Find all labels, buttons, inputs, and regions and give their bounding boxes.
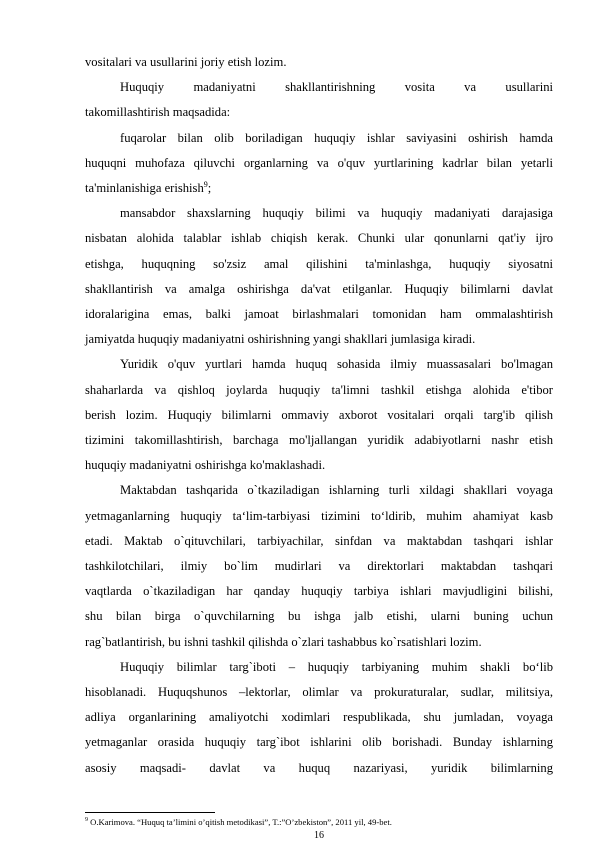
text-line [85, 533, 553, 549]
footnote-separator [85, 812, 215, 813]
line-text: Huquqiy bilimlar targ`iboti – huquqiy tarbiyaning muhim shakli bo‘lib [120, 659, 553, 674]
footnote-text: O.Karimova. “Huquq ta’limini o’qitish metodikasi”, T.:”O’zbekiston”, 2011 yil, 49-bet. [88, 817, 392, 827]
text-line [85, 54, 553, 70]
text-line [85, 331, 553, 347]
text-line [85, 407, 553, 423]
text-line [120, 79, 553, 95]
line-text: fuqarolar bilan olib boriladigan huquqiy ishlar saviyasini oshirish hamda [120, 130, 553, 145]
text-line [120, 356, 553, 372]
line-text: vaqtlarda o`tkaziladigan har qanday huquqiy tarbiya ishlari mavjudligini bilishi, [85, 584, 553, 599]
text-line [85, 583, 553, 599]
text-line [120, 205, 553, 221]
text-line [85, 104, 553, 120]
line-text: hisoblanadi. Huquqshunos –lektorlar, olimlar va prokuraturalar, sudlar, militsiya, [85, 685, 553, 699]
line-text: berish lozim. Huquqiy bilimlarni ommaviy axborot vositalari orqali targ'ib qilish [85, 407, 553, 422]
text-line [85, 608, 553, 624]
line-text: takomillashtirish maqsadida: [85, 105, 231, 120]
text-line [85, 734, 553, 750]
text-line [85, 709, 553, 725]
text-line [85, 634, 553, 650]
line-text: huquqni muhofaza qiluvchi organlarning va o'quv yurtlarining kadrlar bilan yetarli [85, 155, 553, 170]
text-line [85, 457, 553, 473]
line-text: tashkilotchilari, ilmiy bo`lim mudirlari va direktorlari maktabdan tashqari [85, 559, 553, 573]
line-text: rag`batlantirish, bu ishni tashkil qilishda o`zlari tashabbus ko`rsatishlari lozim. [85, 634, 482, 649]
text-line [85, 256, 553, 272]
line-text: mansabdor shaxslarning huquqiy bilimi va huquqiy madaniyati darajasiga [120, 206, 553, 221]
line-text: shakllantirish va amalga oshirishga da'vat etilganlar. Huquqiy bilimlarni davlat [85, 281, 553, 296]
text-line [85, 230, 553, 246]
line-text: yetmaganlar orasida huquqiy targ`ibot ishlarini olib borishadi. Bunday ishlarning [85, 735, 553, 750]
line-text: huquqiy madaniyatni oshirishga ko'maklashadi. [85, 458, 326, 473]
text-line [120, 659, 553, 675]
line-text: ta'minlanishiga erishish [85, 181, 204, 195]
text-line [85, 432, 553, 448]
text-line [85, 155, 553, 171]
text-line [85, 684, 553, 700]
text-line [85, 180, 553, 196]
line-tail: ; [207, 181, 212, 195]
line-text: Huquqiy madaniyatni shakllantirishning vosita va usullarini [120, 80, 553, 95]
text-line [120, 482, 553, 498]
footnote [85, 817, 392, 828]
text-line [85, 558, 553, 574]
text-line [85, 508, 553, 524]
line-text: etishga, huquqning so'zsiz amal qilishini ta'minlashga, huquqiy siyosatni [85, 256, 553, 271]
text-line [120, 130, 553, 146]
line-text: adliya organlarining amaliyotchi xodimlari respublikada, shu jumladan, voyaga [85, 710, 553, 725]
line-text: shu bilan birga o`quvchilarning bu ishga jalb etishi, ularni buning uchun [85, 609, 553, 624]
text-line [85, 281, 553, 297]
footnote-reference[interactable]: 9 [203, 179, 208, 189]
line-text: jamiyatda huquqiy madaniyatni oshirishning yangi shakllari jumlasiga kiradi. [85, 332, 476, 347]
line-text: etadi. Maktab o`qituvchilari, tarbiyachilar, sinfdan va maktabdan tashqari ishlar [85, 533, 553, 548]
footnote-marker: 9 [85, 817, 88, 824]
line-text: tizimini takomillashtirish, barchaga mo'ljallangan yuridik adabiyotlarni nashr etish [85, 433, 553, 447]
text-line [85, 382, 553, 398]
page-number: 16 [314, 830, 324, 841]
text-line [85, 306, 553, 322]
line-text: vositalari va usullarini joriy etish lozim. [85, 55, 287, 69]
line-text: yetmaganlarning huquqiy ta‘lim-tarbiyasi tizimini to‘ldirib, muhim ahamiyat kasb [85, 508, 553, 523]
line-text: nisbatan alohida talablar ishlab chiqish kerak. Chunki ular qonunlarni qat'iy ijro [85, 231, 553, 246]
line-text: asosiy maqsadi- davlat va huquq nazariyasi, yuridik bilimlarning [85, 760, 553, 775]
line-text: Maktabdan tashqarida o`tkaziladigan ishlarning turli xildagi shakllari voyaga [120, 483, 553, 498]
line-text: idoralarigina emas, balki jamoat birlashmalari tomonidan ham ommalashtirish [85, 307, 553, 321]
line-text: Yuridik o'quv yurtlari hamda huquq sohasida ilmiy muassasalari bo'lmagan [120, 357, 553, 372]
line-text: shaharlarda va qishloq joylarda huquqiy ta'limni tashkil etishga alohida e'tibor [85, 382, 553, 397]
text-line [85, 760, 553, 776]
